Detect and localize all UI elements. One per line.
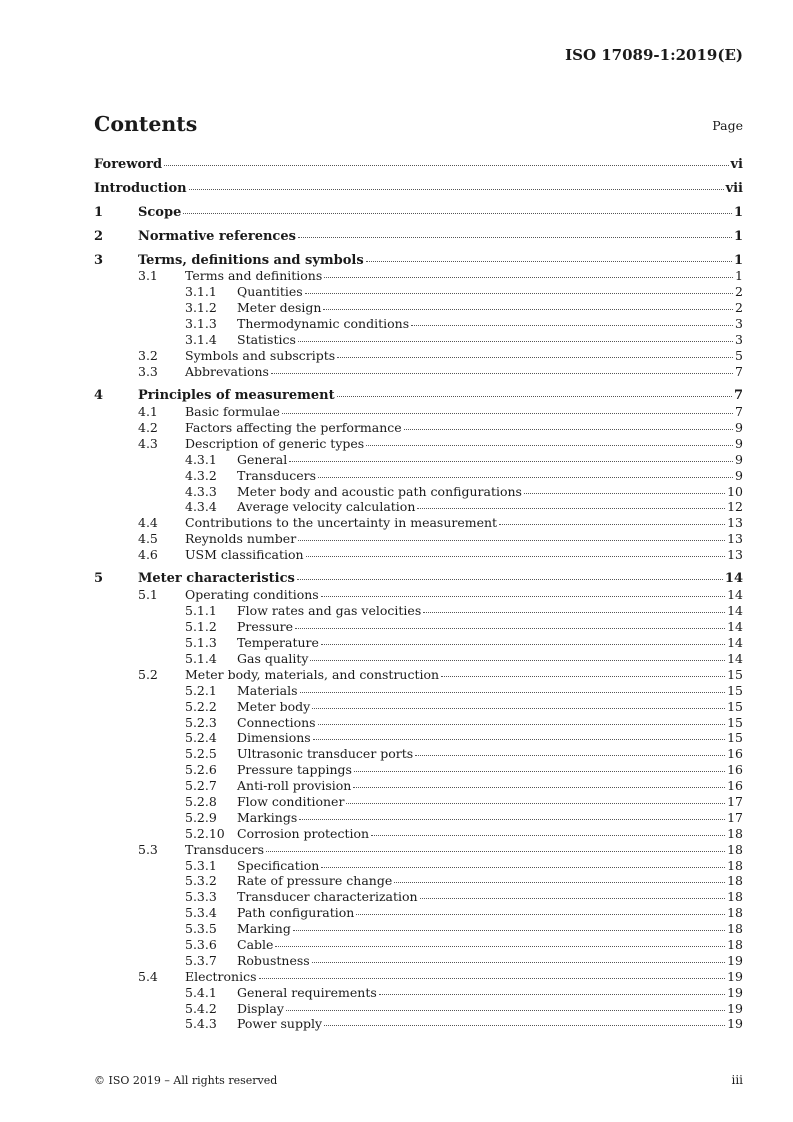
- toc-entry[interactable]: [94, 651, 743, 667]
- dot-leader: [411, 325, 733, 326]
- dot-leader: [324, 277, 733, 278]
- toc-entry-title: Average velocity calculation: [237, 499, 416, 515]
- dot-leader: [318, 724, 725, 725]
- toc-entry-page: 18: [727, 841, 743, 857]
- toc-entry-page: 18: [727, 825, 743, 841]
- toc-entry[interactable]: [94, 778, 743, 794]
- dot-leader: [417, 508, 725, 509]
- toc-entry[interactable]: [94, 969, 743, 985]
- dot-leader: [318, 477, 733, 478]
- toc-entry-title: Electronics: [185, 968, 257, 984]
- toc-entry-page: 5: [735, 347, 743, 363]
- dot-leader: [289, 461, 733, 462]
- dot-leader: [346, 803, 725, 804]
- toc-entry[interactable]: [94, 547, 743, 563]
- toc-entry-number: 3.1.1: [185, 284, 217, 300]
- toc-entry-number: 4.3.4: [185, 499, 217, 515]
- toc-entry-title: Cable: [237, 936, 274, 952]
- dot-leader: [321, 644, 725, 645]
- toc-entry[interactable]: [94, 842, 743, 858]
- toc-entry-page: 18: [727, 857, 743, 873]
- dot-leader: [298, 540, 725, 541]
- toc-entry-title: Meter body, materials, and construction: [185, 666, 440, 682]
- toc-entry-title: USM classification: [185, 547, 304, 563]
- toc-entry[interactable]: [94, 746, 743, 762]
- dot-leader: [310, 660, 725, 661]
- page-column-label: Page: [712, 118, 743, 133]
- toc-entry[interactable]: [94, 316, 743, 332]
- toc-entry-title: Flow rates and gas velocities: [237, 603, 422, 619]
- dot-leader: [286, 1010, 725, 1011]
- toc-entry[interactable]: [94, 300, 743, 316]
- toc-entry[interactable]: [94, 348, 743, 364]
- dot-leader: [323, 309, 733, 310]
- toc-entry-title: Quantities: [237, 284, 303, 300]
- toc-entry-page: 7: [735, 363, 743, 379]
- dot-leader: [415, 755, 725, 756]
- toc-entry-page: 15: [727, 714, 743, 730]
- toc-entry-title: Pressure tappings: [237, 762, 352, 778]
- dot-leader: [164, 165, 728, 166]
- toc-entry[interactable]: [94, 468, 743, 484]
- toc-entry-number: 5: [94, 571, 104, 587]
- toc-entry-number: 5.2.3: [185, 714, 217, 730]
- toc-entry-number: 5.2.1: [185, 682, 217, 698]
- dot-leader: [275, 946, 725, 947]
- toc-entry-page: 14: [724, 571, 743, 587]
- toc-entry-page: 9: [735, 435, 743, 451]
- dot-leader: [321, 596, 725, 597]
- toc-entry-title: Markings: [237, 809, 298, 825]
- toc-entry-title: Meter characteristics: [138, 571, 295, 587]
- toc-entry-number: 5.2.2: [185, 698, 217, 714]
- toc-entry[interactable]: [94, 683, 743, 699]
- toc-entry-page: 10: [727, 483, 743, 499]
- toc-entry-title: Specification: [237, 857, 320, 873]
- toc-entry-title: Operating conditions: [185, 587, 319, 603]
- dot-leader: [305, 293, 733, 294]
- toc-entry-title: Temperature: [237, 635, 319, 651]
- toc-entry-page: 16: [727, 762, 743, 778]
- dot-leader: [321, 867, 725, 868]
- toc-entry-page: 13: [727, 531, 743, 547]
- toc-entry[interactable]: [94, 619, 743, 635]
- toc-entry-title: Gas quality: [237, 650, 309, 666]
- toc-entry-page: 14: [727, 650, 743, 666]
- toc-entry[interactable]: [94, 635, 743, 651]
- toc-entry-number: 3.1.3: [185, 316, 217, 332]
- toc-entry-page: 19: [727, 1016, 743, 1032]
- toc-entry[interactable]: [94, 332, 743, 348]
- toc-entry-title: Abbrevations: [185, 363, 269, 379]
- toc-entry-page: 2: [735, 300, 743, 316]
- toc-entry-title: Meter design: [237, 300, 322, 316]
- dot-leader: [295, 628, 725, 629]
- dot-leader: [298, 237, 732, 238]
- toc-entry[interactable]: [94, 452, 743, 468]
- toc-entry-number: 5.3.3: [185, 889, 217, 905]
- toc-entry-title: Transducers: [185, 841, 265, 857]
- standard-id: ISO 17089-1:2019(E): [565, 46, 743, 64]
- toc-entry[interactable]: [94, 794, 743, 810]
- toc-entry[interactable]: [94, 985, 743, 1001]
- toc-entry-page: 7: [733, 388, 743, 404]
- toc-entry-title: Rate of pressure change: [237, 873, 393, 889]
- dot-leader: [404, 429, 733, 430]
- toc-entry[interactable]: [94, 284, 743, 300]
- toc-entry-number: 5.2.10: [185, 825, 225, 841]
- toc-entry-title: Meter body: [237, 698, 311, 714]
- toc-entry-page: 3: [735, 316, 743, 332]
- toc-entry[interactable]: [94, 905, 743, 921]
- toc-entry[interactable]: [94, 715, 743, 731]
- toc-entry-title: Robustness: [237, 952, 310, 968]
- toc-entry-number: 5.1.3: [185, 635, 217, 651]
- toc-entry-page: 17: [727, 793, 743, 809]
- toc-entry[interactable]: [94, 205, 743, 221]
- toc-entry-page: 1: [733, 228, 743, 244]
- toc-entry-page: 17: [727, 809, 743, 825]
- toc-entry-page: 18: [727, 905, 743, 921]
- toc-entry-page: vii: [725, 180, 743, 196]
- toc-entry-number: 5.2.4: [185, 730, 217, 746]
- toc-entry[interactable]: [94, 253, 743, 269]
- dot-leader: [324, 1025, 725, 1026]
- toc-entry[interactable]: [94, 515, 743, 531]
- toc-entry-number: 5.3: [138, 841, 158, 857]
- toc-entry[interactable]: [94, 531, 743, 547]
- toc-entry-number: 5.1.1: [185, 603, 217, 619]
- toc-entry-number: 5.4.1: [185, 984, 217, 1000]
- toc-entry-number: 4.1: [138, 404, 158, 420]
- toc-entry-number: 3.1.2: [185, 300, 217, 316]
- toc-entry[interactable]: [94, 873, 743, 889]
- toc-entry-title: Display: [237, 1000, 284, 1016]
- toc-entry-title: Thermodynamic conditions: [237, 316, 410, 332]
- dot-leader: [259, 978, 726, 979]
- toc-entry-number: 5.3.6: [185, 936, 217, 952]
- toc-entry-number: 3.1.4: [185, 332, 217, 348]
- toc-entry-title: Statistics: [237, 332, 296, 348]
- toc-entry[interactable]: [94, 229, 743, 245]
- toc-entry[interactable]: [94, 388, 743, 404]
- toc-entry[interactable]: [94, 603, 743, 619]
- toc-entry-title: General requirements: [237, 984, 377, 1000]
- toc-entry-page: 13: [727, 547, 743, 563]
- toc-entry[interactable]: [94, 921, 743, 937]
- toc-entry-page: 19: [727, 984, 743, 1000]
- dot-leader: [271, 373, 733, 374]
- toc-entry-number: 4.3.2: [185, 467, 217, 483]
- toc-entry-page: 16: [727, 746, 743, 762]
- toc-entry-number: 5.1: [138, 587, 158, 603]
- toc-entry[interactable]: [94, 268, 743, 284]
- dot-leader: [394, 882, 725, 883]
- toc-entry-page: 1: [733, 252, 743, 268]
- toc-entry-title: Connections: [237, 714, 316, 730]
- toc-entry-page: 15: [727, 730, 743, 746]
- toc-entry-title: Factors affecting the performance: [185, 419, 402, 435]
- toc-entry-page: 14: [727, 603, 743, 619]
- dot-leader: [293, 930, 725, 931]
- toc-entry[interactable]: [94, 953, 743, 969]
- dot-leader: [306, 556, 726, 557]
- toc-entry-title: Description of generic types: [185, 435, 365, 451]
- toc-entry-page: 7: [735, 404, 743, 420]
- dot-leader: [313, 739, 725, 740]
- toc-entry-title: Flow conditioner: [237, 793, 345, 809]
- dot-leader: [266, 851, 725, 852]
- toc-entry-number: 5.2.5: [185, 746, 217, 762]
- dot-leader: [353, 787, 725, 788]
- dot-leader: [312, 708, 725, 709]
- dot-leader: [366, 445, 733, 446]
- toc-entry[interactable]: [94, 810, 743, 826]
- toc-entry[interactable]: [94, 667, 743, 683]
- toc-entry-number: 5.2.6: [185, 762, 217, 778]
- toc-entry-number: 3: [94, 252, 104, 268]
- toc-entry[interactable]: [94, 889, 743, 905]
- toc-entry[interactable]: [94, 730, 743, 746]
- toc-entry-page: 3: [735, 332, 743, 348]
- toc-entry-title: Introduction: [94, 180, 187, 196]
- toc-entry-page: 15: [727, 666, 743, 682]
- toc-entry-number: 4.2: [138, 419, 158, 435]
- toc-entry[interactable]: [94, 858, 743, 874]
- toc-entry[interactable]: [94, 937, 743, 953]
- dot-leader: [299, 819, 725, 820]
- toc-entry-page: vi: [730, 157, 743, 172]
- toc-entry-title: Corrosion protection: [237, 825, 370, 841]
- toc-entry-page: 19: [727, 968, 743, 984]
- toc-entry[interactable]: [94, 364, 743, 380]
- toc-entry-title: Meter body and acoustic path configurations: [237, 483, 522, 499]
- toc-entry-title: Pressure: [237, 619, 294, 635]
- toc-entry[interactable]: [94, 826, 743, 842]
- toc-entry-number: 4.3.1: [185, 451, 217, 467]
- dot-leader: [366, 261, 732, 262]
- toc-entry-title: Materials: [237, 682, 298, 698]
- toc-entry-title: General: [237, 451, 288, 467]
- dot-leader: [354, 771, 725, 772]
- toc-entry-page: 15: [727, 682, 743, 698]
- dot-leader: [337, 357, 733, 358]
- toc-entry-page: 1: [733, 204, 743, 220]
- toc-entry-page: 12: [727, 499, 743, 515]
- dot-leader: [499, 524, 725, 525]
- toc-entry[interactable]: [94, 484, 743, 500]
- toc-entry[interactable]: [94, 404, 743, 420]
- toc-entry[interactable]: [94, 157, 743, 173]
- toc-entry-number: 5.2.8: [185, 793, 217, 809]
- dot-leader: [524, 493, 725, 494]
- toc-entry-page: 2: [735, 284, 743, 300]
- toc-entry-page: 18: [727, 889, 743, 905]
- dot-leader: [297, 579, 723, 580]
- toc-entry[interactable]: [94, 762, 743, 778]
- dot-leader: [441, 676, 725, 677]
- toc-entry-number: 5.2: [138, 666, 158, 682]
- copyright-footer: © ISO 2019 – All rights reserved: [94, 1074, 278, 1087]
- toc-entry-title: Dimensions: [237, 730, 311, 746]
- toc-entry-title: Foreword: [94, 157, 163, 172]
- toc-entry-page: 18: [727, 936, 743, 952]
- toc-entry-title: Contributions to the uncertainty in measurement: [185, 515, 498, 531]
- toc-entry-number: 5.3.4: [185, 905, 217, 921]
- toc-entry-title: Anti-roll provision: [237, 778, 352, 794]
- toc-entry-title: Scope: [138, 204, 182, 220]
- dot-leader: [282, 413, 733, 414]
- toc-entry-number: 5.2.9: [185, 809, 217, 825]
- toc-entry[interactable]: [94, 420, 743, 436]
- toc-entry-number: 5.4.2: [185, 1000, 217, 1016]
- toc-entry-page: 19: [727, 952, 743, 968]
- toc-entry-title: Terms and definitions: [185, 268, 323, 284]
- toc-entry-page: 14: [727, 587, 743, 603]
- toc-entry-page: 18: [727, 873, 743, 889]
- toc-entry-number: 3.1: [138, 268, 158, 284]
- toc-entry-number: 5.2.7: [185, 778, 217, 794]
- toc-entry-page: 18: [727, 921, 743, 937]
- dot-leader: [298, 341, 733, 342]
- toc-entry-title: Transducer characterization: [237, 889, 418, 905]
- toc-entry-title: Power supply: [237, 1016, 323, 1032]
- toc-entry-number: 5.1.4: [185, 650, 217, 666]
- toc-entry-title: Ultrasonic transducer ports: [237, 746, 414, 762]
- toc-entry-number: 2: [94, 228, 104, 244]
- toc-entry-page: 14: [727, 635, 743, 651]
- dot-leader: [300, 692, 726, 693]
- toc-entry[interactable]: [94, 699, 743, 715]
- toc-entry-page: 14: [727, 619, 743, 635]
- toc-entry[interactable]: [94, 499, 743, 515]
- toc-entry-title: Principles of measurement: [138, 388, 335, 404]
- toc-entry-number: 5.3.7: [185, 952, 217, 968]
- dot-leader: [423, 612, 725, 613]
- toc-entry-page: 16: [727, 778, 743, 794]
- dot-leader: [312, 962, 725, 963]
- toc-entry-number: 4.4: [138, 515, 158, 531]
- toc-entry-number: 4: [94, 388, 104, 404]
- toc-entry-title: Transducers: [237, 467, 317, 483]
- toc-entry-title: Reynolds number: [185, 531, 297, 547]
- toc-entry-page: 19: [727, 1000, 743, 1016]
- toc-entry[interactable]: [94, 1016, 743, 1032]
- toc-entry[interactable]: [94, 571, 743, 587]
- toc-entry-page: 15: [727, 698, 743, 714]
- toc-entry-title: Symbols and subscripts: [185, 347, 336, 363]
- dot-leader: [337, 396, 732, 397]
- toc-entry[interactable]: [94, 587, 743, 603]
- dot-leader: [183, 213, 732, 214]
- toc-entry-number: 4.6: [138, 547, 158, 563]
- dot-leader: [379, 994, 725, 995]
- toc-entry-number: 5.4.3: [185, 1016, 217, 1032]
- table-of-contents: [94, 157, 743, 1032]
- toc-entry-title: Marking: [237, 921, 291, 937]
- dot-leader: [189, 189, 724, 190]
- toc-entry-number: 5.4: [138, 968, 158, 984]
- toc-entry[interactable]: [94, 436, 743, 452]
- page-number: iii: [731, 1073, 743, 1087]
- toc-entry-page: 1: [735, 268, 743, 284]
- page-title: Contents: [94, 112, 198, 136]
- dot-leader: [356, 914, 725, 915]
- toc-entry-number: 3.3: [138, 363, 158, 379]
- toc-entry[interactable]: [94, 181, 743, 197]
- toc-entry-title: Path configuration: [237, 905, 355, 921]
- toc-entry-page: 9: [735, 419, 743, 435]
- toc-entry-page: 9: [735, 467, 743, 483]
- toc-entry-title: Basic formulae: [185, 404, 280, 420]
- toc-entry[interactable]: [94, 1001, 743, 1017]
- dot-leader: [371, 835, 725, 836]
- toc-entry-number: 3.2: [138, 347, 158, 363]
- toc-entry-number: 4.3: [138, 435, 158, 451]
- toc-entry-number: 5.3.2: [185, 873, 217, 889]
- toc-entry-number: 5.3.1: [185, 857, 217, 873]
- toc-entry-page: 13: [727, 515, 743, 531]
- toc-entry-number: 1: [94, 204, 104, 220]
- dot-leader: [420, 898, 726, 899]
- toc-entry-number: 4.3.3: [185, 483, 217, 499]
- toc-entry-number: 5.3.5: [185, 921, 217, 937]
- toc-entry-number: 5.1.2: [185, 619, 217, 635]
- toc-entry-page: 9: [735, 451, 743, 467]
- toc-entry-title: Terms, definitions and symbols: [138, 252, 364, 268]
- toc-entry-title: Normative references: [138, 228, 296, 244]
- toc-entry-number: 4.5: [138, 531, 158, 547]
